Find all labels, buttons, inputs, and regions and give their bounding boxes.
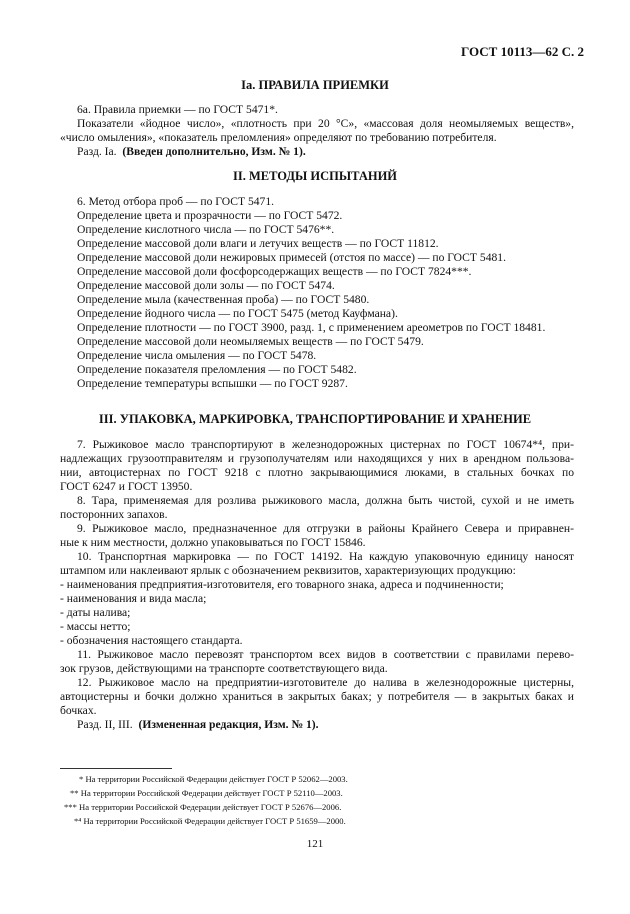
paragraph-line: ные к ним местности, должно упаковываться по ГОСТ 15846.	[60, 536, 366, 549]
amendment-note: Разд. II, III. (Измененная редакция, Изм. № 1).	[77, 718, 319, 731]
paragraph-line: нии, автоцистернах по ГОСТ 9218 с плотно закрывающимися люками, в стальных бочках по	[60, 466, 574, 479]
paragraph-line: 7. Рыжиковое масло транспортируют в железнодорожных цистернах по ГОСТ 10674*⁴, при-	[77, 438, 574, 451]
section-title-acceptance: Ia. ПРАВИЛА ПРИЕМКИ	[241, 78, 389, 92]
paragraph-line: «число омыления», «показатель преломления» определяют по требованию потребителя.	[60, 131, 497, 144]
list-item: - наименования предприятия-изготовителя, его товарного знака, адреса и подчиненности;	[60, 578, 504, 591]
method-line: 6. Метод отбора проб — по ГОСТ 5471.	[77, 195, 275, 208]
list-item: - даты налива;	[60, 606, 131, 619]
method-line: Определение массовой доли неомыляемых веществ — по ГОСТ 5479.	[77, 335, 424, 348]
paragraph-line: автоцистерны и бочки должно храниться в закрытых баках; у потребителя — в закрытых баках и	[60, 690, 574, 703]
paragraph-line: Показатели «йодное число», «плотность при 20 °С», «массовая доля неомыляемых веществ»,	[77, 117, 574, 130]
footnote: *** На территории Российской Федерации действует ГОСТ Р 52676—2006.	[64, 802, 342, 812]
paragraph-line: 12. Рыжиковое масло на предприятии-изготовителе до налива в железнодорожные цистерны,	[77, 676, 574, 689]
list-item: - обозначения настоящего стандарта.	[60, 634, 243, 647]
paragraph-line: штампом или наклеивают ярлык с обозначением реквизитов, характеризующих продукцию:	[60, 564, 516, 577]
method-line: Определение числа омыления — по ГОСТ 5478.	[77, 349, 317, 362]
section-title-packaging: III. УПАКОВКА, МАРКИРОВКА, ТРАНСПОРТИРОВАНИЕ И ХРАНЕНИЕ	[98, 412, 532, 426]
method-line: Определение массовой доли фосфорсодержащих веществ — по ГОСТ 7824***.	[77, 265, 472, 278]
footnote: * На территории Российской Федерации действует ГОСТ Р 52062—2003.	[79, 774, 348, 784]
running-header: ГОСТ 10113—62 С. 2	[461, 44, 584, 59]
paragraph-line: зок грузов, действующими на транспорте соответствующего вида.	[60, 662, 388, 675]
paragraph-line: 11. Рыжиковое масло перевозят транспортом всех видов в соответствии с правилами перево-	[77, 648, 574, 661]
method-line: Определение мыла (качественная проба) — по ГОСТ 5480.	[77, 293, 370, 306]
paragraph-line: 10. Транспортная маркировка — по ГОСТ 14192. На каждую упаковочную единицу наносят	[77, 550, 574, 563]
method-line: Определение массовой доли нежировых примесей (отстоя по массе) — по ГОСТ 5481.	[77, 251, 506, 264]
method-line: Определение плотности — по ГОСТ 3900, разд. 1, с применением ареометров по ГОСТ 18481.	[77, 321, 546, 334]
method-line: Определение кислотного числа — по ГОСТ 5476**.	[77, 223, 335, 236]
page-number: 121	[306, 838, 324, 850]
paragraph-line: надлежащих грузоотправителям и грузополучателям или находящихся у них в арендном пользова-	[60, 452, 574, 465]
method-line: Определение массовой доли золы — по ГОСТ 5474.	[77, 279, 335, 292]
paragraph-line: посторонних запахов.	[60, 508, 168, 521]
method-line: Определение температуры вспышки — по ГОСТ 9287.	[77, 377, 348, 390]
paragraph-line: 9. Рыжиковое масло, предназначенное для отгрузки в районы Крайнего Севера и приравнен-	[77, 522, 574, 535]
section-title-methods: II. МЕТОДЫ ИСПЫТАНИЙ	[232, 169, 398, 183]
footnote-divider	[60, 768, 172, 769]
footnote: ** На территории Российской Федерации действует ГОСТ Р 52110—2003.	[70, 788, 343, 798]
method-line: Определение йодного числа — по ГОСТ 5475 (метод Кауфмана).	[77, 307, 398, 320]
method-line: Определение цвета и прозрачности — по ГОСТ 5472.	[77, 209, 343, 222]
method-line: Определение показателя преломления — по ГОСТ 5482.	[77, 363, 357, 376]
paragraph-line: бочках.	[60, 704, 97, 717]
paragraph-line: 8. Тара, применяемая для розлива рыжикового масла, должна быть чистой, сухой и не иметь	[77, 494, 574, 507]
paragraph-line: 6а. Правила приемки — по ГОСТ 5471*.	[77, 103, 278, 116]
list-item: - наименования и вида масла;	[60, 592, 207, 605]
method-line: Определение массовой доли влаги и летучих веществ — по ГОСТ 11812.	[77, 237, 439, 250]
paragraph-line: ГОСТ 6247 и ГОСТ 13950.	[60, 480, 193, 493]
list-item: - массы нетто;	[60, 620, 131, 633]
amendment-note: Разд. Ia. (Введен дополнительно, Изм. № 1).	[77, 145, 306, 158]
footnote: *⁴ На территории Российской Федерации действует ГОСТ Р 51659—2000.	[74, 816, 346, 826]
